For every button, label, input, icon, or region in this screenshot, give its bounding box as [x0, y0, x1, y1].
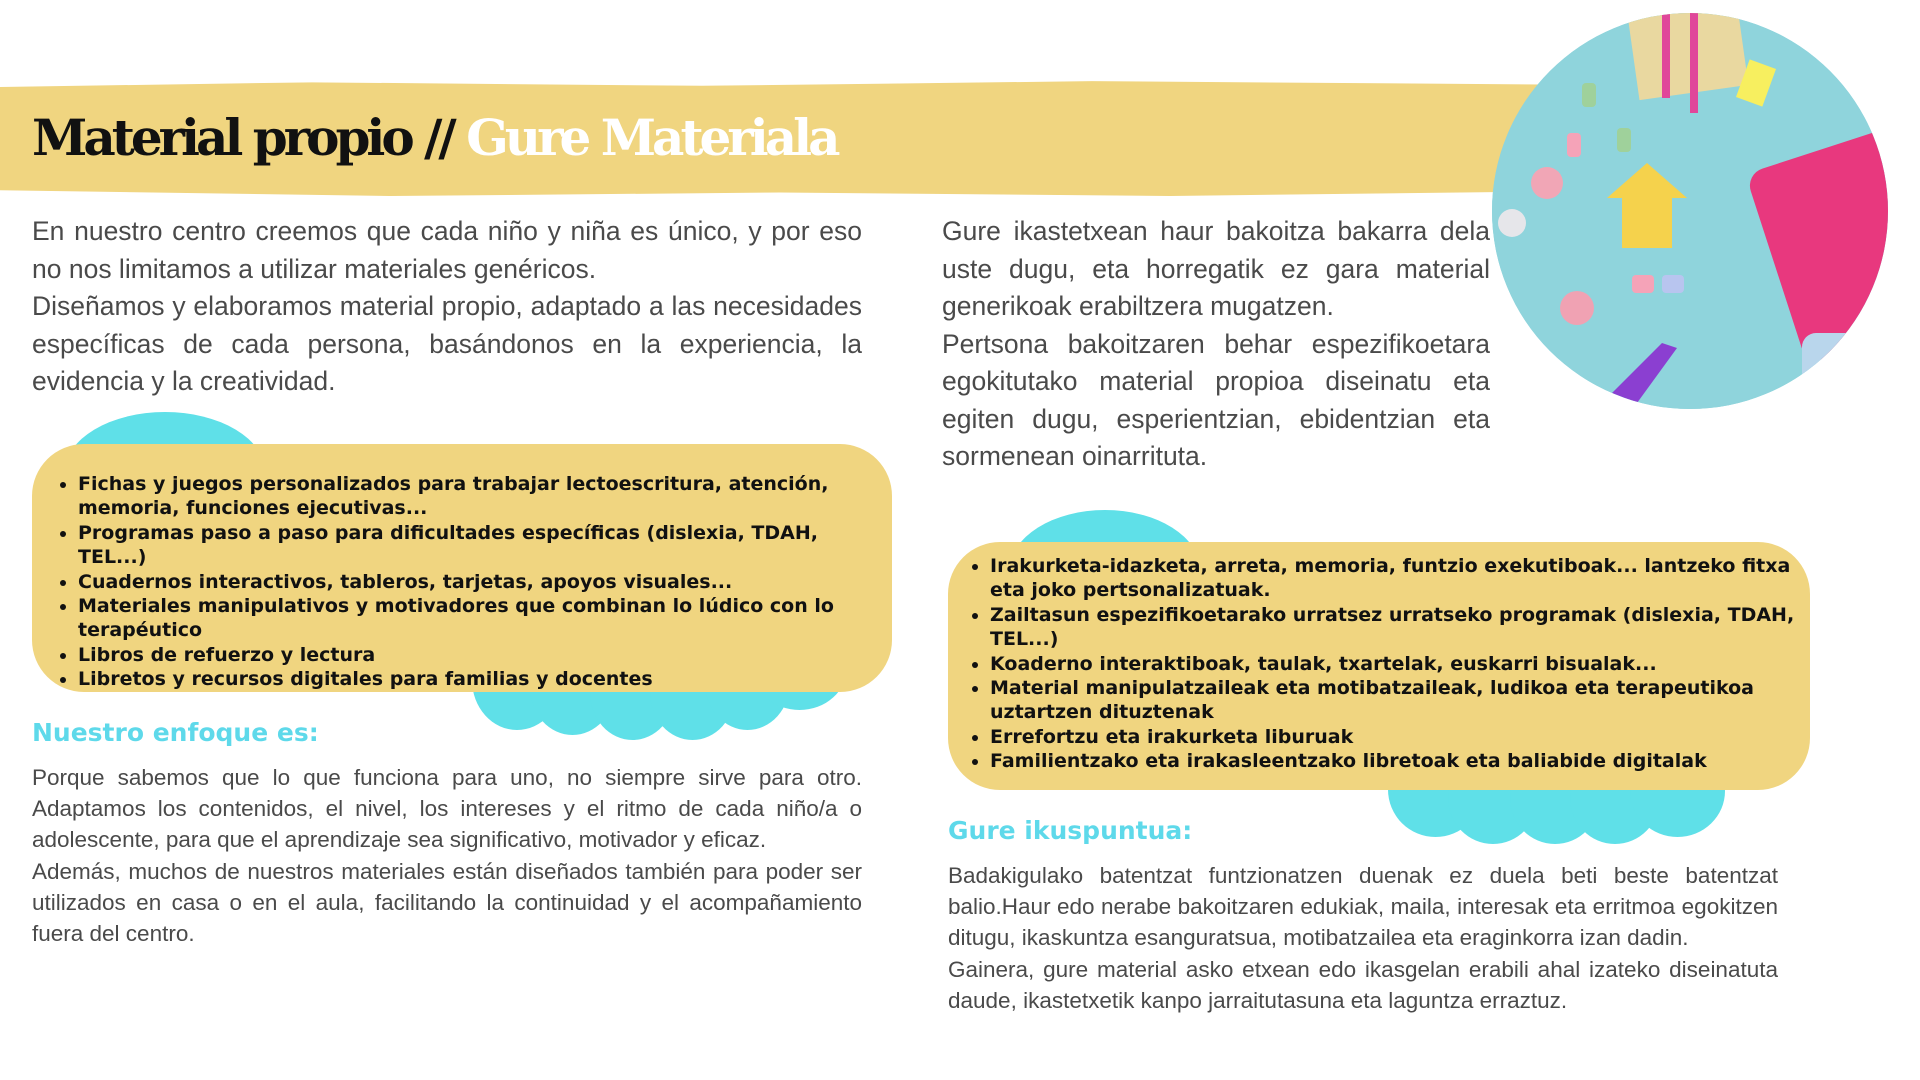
- list-item: • Material manipulatzaileak eta motibatzaileak, ludikoa eta terapeutikoa uztartzen dituztenak: [990, 676, 1802, 725]
- intro-basque: [942, 213, 1490, 476]
- list-item: • Zailtasun espezifikoetarako urratsez urratseko programak (dislexia, TDAH, TEL...): [990, 603, 1802, 652]
- materials-list-basque: [956, 554, 1802, 774]
- list-item: • Familientzako eta irakasleentzako libretoak eta baliabide digitalak: [990, 749, 1802, 773]
- list-item: • Materiales manipulativos y motivadores que combinan lo lúdico con lo terapéutico: [78, 594, 872, 643]
- school-supplies-illustration: [1492, 13, 1888, 409]
- approach-heading-spanish: Nuestro enfoque es:: [32, 718, 319, 747]
- list-item: • Programas paso a paso para dificultades específicas (dislexia, TDAH, TEL...): [78, 521, 872, 570]
- intro-spanish-p1: En nuestro centro creemos que cada niño y niña es único, y por eso no nos limitamos a utilizar materiales genéricos.: [32, 216, 862, 284]
- approach-basque-p2: Gainera, gure material asko etxean edo ikasgelan erabili ahal izateko diseinatuta daude, ikastetxetik kanpo jarraitutasuna eta laguntza erraztuz.: [948, 956, 1778, 1013]
- intro-basque-p2: Pertsona bakoitzaren behar espezifikoetara egokitutako material propioa diseinatu eta egiten dugu, esperientzian, ebidentzian eta sormenean oinarrituta.: [942, 328, 1490, 471]
- list-item: • Fichas y juegos personalizados para trabajar lectoescritura, atención, memoria, funciones ejecutivas...: [78, 472, 872, 521]
- list-item: • Koaderno interaktiboak, taulak, txartelak, euskarri bisualak...: [990, 652, 1802, 676]
- list-item: • Libros de refuerzo y lectura: [78, 643, 872, 667]
- school-supplies-photo: [1492, 13, 1888, 409]
- materials-list-spanish: [44, 472, 872, 692]
- approach-text-basque: [948, 860, 1778, 1016]
- approach-spanish-p1: Porque sabemos que lo que funciona para uno, no siempre sirve para otro. Adaptamos los contenidos, el nivel, los intereses y el ritmo de cada niño/a o adolescente, para que el aprendizaje sea significativo, motivador y eficaz.: [32, 765, 862, 853]
- approach-spanish-p2: Además, muchos de nuestros materiales están diseñados también para poder ser utilizados en casa o en el aula, facilitando la continuidad y el acompañamiento fuera del centro.: [32, 858, 862, 947]
- materials-list-box-basque: [948, 542, 1810, 790]
- title-basque: Gure Materiala: [466, 108, 837, 167]
- title-spanish: Material propio //: [32, 108, 467, 167]
- intro-basque-p1: Gure ikastetxean haur bakoitza bakarra dela uste dugu, eta horregatik ez gara material generikoak erabiltzera mugatzen.: [942, 216, 1490, 321]
- list-item: • Cuadernos interactivos, tableros, tarjetas, apoyos visuales...: [78, 570, 872, 594]
- list-item: • Irakurketa-idazketa, arreta, memoria, funtzio exekutiboak... lantzeko fitxa eta joko pertsonalizatuak.: [990, 554, 1802, 603]
- approach-basque-p1: Badakigulako batentzat funtzionatzen duenak ez duela beti beste batentzat balio.Haur edo nerabe bakoitzaren edukiak, maila, interesak eta erritmoa egokitzen ditugu, ikaskuntza esanguratsua, motibatzailea eta eraginkorra izan dadin.: [948, 863, 1778, 951]
- intro-spanish: [32, 213, 862, 401]
- list-item: • Libretos y recursos digitales para familias y docentes: [78, 667, 872, 691]
- approach-text-spanish: [32, 762, 862, 949]
- approach-heading-basque: Gure ikuspuntua:: [948, 816, 1193, 845]
- list-item: • Errefortzu eta irakurketa liburuak: [990, 725, 1802, 749]
- intro-spanish-p2: Diseñamos y elaboramos material propio, adaptado a las necesidades específicas de cada persona, basándonos en la experiencia, la evidencia y la creatividad.: [32, 291, 862, 396]
- materials-list-box-spanish: [32, 444, 892, 692]
- page-title: [32, 108, 837, 167]
